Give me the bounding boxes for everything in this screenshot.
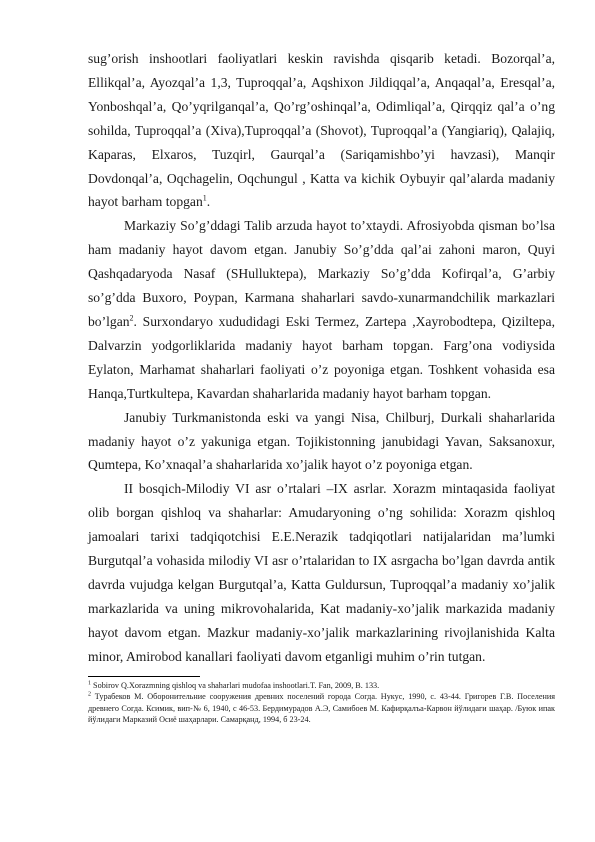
paragraph-3: Janubiy Turkmanistonda eski va yangi Nisa, Chilburj, Durkali shaharlarida madaniy hayot o’z yakuniga etgan. Tojikistonning janubidagi Yavan, Saksanoxur, Qumtepa, Ko’xnaqal’a shaharlarida xo’jalik hayot o’z poyoniga etgan.: [88, 409, 555, 473]
footnote-2-text: Турабеков М. Оборонительние сооружения древних поселений города Согда. Нукус, 1990, с. 43-44. Григорев Г.В. Поселения древнего Согда. Ксимик, вип-№ 6, 1940, с 46-53. Бердимурадов А.Э, Самибоев М. Кафирқалъа-Карвон йўлидаги шаҳар. /Буюк ипак йўлидаги Марказий Осиё шаҳарлари. Самарқанд, 1994, б 23-24.: [88, 692, 555, 725]
paragraph-2: [88, 214, 555, 405]
footnote-2-number: 2: [88, 691, 91, 698]
paragraph-1-end: .: [206, 194, 211, 210]
paragraph-2-text: Markaziy So’g’ddagi Talib arzuda hayot to’xtaydi. Afrosiyobda qisman bo’lsa ham madaniy hayot davom etgan. Janubiy So’g’dda qal’ai zahoni maron, Quyi Qashqadaryoda Nasaf (SHulluktepa), Markaziy So’g’dda Kofirqal’a, G’arbiy so’g’dda Buxoro, Poypan, Karmana shaharlari savdo-xunarmandchilik markazlari bo’lgan: [88, 218, 555, 329]
footnote-ref-1[interactable]: 1: [202, 193, 207, 203]
paragraph-1-text: sug’orish inshootlari faoliyatlari keskin ravishda qisqarib ketadi. Bozorqal’a, Ellikqal’a, Ayozqal’a 1,3, Tuproqqal’a, Aqshixon Jildiqqal’a, Anqaqal’a, Eresqal’a, Yonboshqal’a, Qo’yqrilganqal’a, Qo’rg’oshinqal’a, Odimliqal’a, Qirqqiz qal’a o’ng sohilda, Tuproqqal’a (Xiva),Tuproqqal’a (Shovot), Tuproqqal’a (Yangiariq), Qalajiq, Kaparas, Elxaros, Tuzqirl, Gaurqal’a (Sariqamishbo’yi havzasi), Manqir Dovdonqal’a, Oqchagelin, Oqchungul , Katta va kichik Oybuyir qal’alarda madaniy hayot barham topgan: [88, 51, 555, 210]
paragraph-2-end: . Surxondaryo xududidagi Eski Termez, Zartepa ,Xayrobodtepa, Qiziltepa, Dalvarzin yodgorliklarida madaniy hayot barham topgan. Farg’ona vodiysida Eylaton, Marhamat shaharlari faoliyati o’z poyoniga etgan. Toshkent vohasida esa Hanqa,Turtkultepa, Kavardan shaharlarida madaniy hayot barham topgan.: [88, 313, 555, 401]
footnote-1-number: 1: [88, 679, 91, 686]
footnote-1: [88, 680, 555, 692]
footnote-ref-2[interactable]: 2: [129, 313, 134, 323]
footnote-2: [88, 691, 555, 726]
document-page: [88, 47, 555, 726]
paragraph-4: II bosqich-Milodiy VI asr o’rtalari –IX asrlar. Xorazm mintaqasida faoliyat olib borgan qishloq va shaharlar: Amudaryoning o’ng sohilida: Xorazm qishloq jamoalari tarixi tadqiqotchisi E.E.Nerazik tadqiqotlari natijalaridan ma’lumki Burgutqal’a vohasida milodiy VI asr o’rtalaridan to IX asrgacha bo’lgan davrda antik davrda vujudga kelgan Burgutqal’a, Katta Guldursun, Tuproqqal’a madaniy xo’jalik markazlarida va uning mikrovohalarida, Kat madaniy-xo’jalik markazida madaniy hayot davom etgan. Mazkur madaniy-xo’jalik markazlarining rivojlanishida Kalta minor, Amirobod kanallari faoliyati davom etganligi muhim o’rin tutgan.: [88, 481, 555, 664]
paragraph-1: [88, 47, 555, 214]
footnote-1-text: Sobirov Q.Xorazmning qishloq va shaharlari mudofaa inshootlari.T. Fan, 2009, B. 133.: [91, 680, 380, 690]
footnote-separator: [88, 676, 200, 677]
